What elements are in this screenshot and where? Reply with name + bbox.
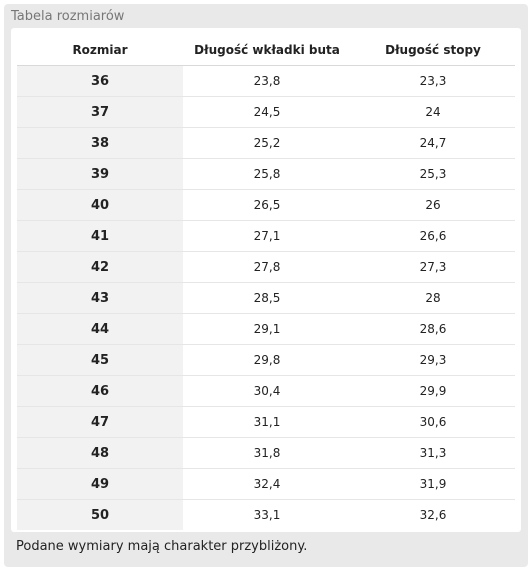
cell-foot-length: 29,9 <box>351 376 515 407</box>
table-row <box>17 97 515 128</box>
cell-foot-length: 29,3 <box>351 345 515 376</box>
cell-size: 38 <box>17 128 183 159</box>
cell-insole-length: 26,5 <box>183 190 351 221</box>
cell-size: 37 <box>17 97 183 128</box>
size-table <box>17 34 515 530</box>
cell-foot-length: 26 <box>351 190 515 221</box>
table-row <box>17 345 515 376</box>
cell-foot-length: 28,6 <box>351 314 515 345</box>
table-row <box>17 283 515 314</box>
cell-foot-length: 25,3 <box>351 159 515 190</box>
header-insole-length: Długość wkładki buta <box>183 34 351 66</box>
cell-insole-length: 30,4 <box>183 376 351 407</box>
size-chart-panel <box>4 4 528 567</box>
cell-size: 41 <box>17 221 183 252</box>
footnote: Podane wymiary mają charakter przybliżony. <box>16 539 308 554</box>
cell-insole-length: 24,5 <box>183 97 351 128</box>
cell-insole-length: 25,2 <box>183 128 351 159</box>
cell-foot-length: 26,6 <box>351 221 515 252</box>
table-row <box>17 407 515 438</box>
cell-foot-length: 31,3 <box>351 438 515 469</box>
cell-insole-length: 25,8 <box>183 159 351 190</box>
cell-size: 50 <box>17 500 183 531</box>
cell-foot-length: 24 <box>351 97 515 128</box>
table-row <box>17 190 515 221</box>
cell-size: 40 <box>17 190 183 221</box>
cell-foot-length: 32,6 <box>419 508 447 522</box>
table-row <box>17 314 515 345</box>
table-row <box>17 500 515 531</box>
table-row <box>17 221 515 252</box>
panel-title: Tabela rozmiarów <box>11 9 125 24</box>
cell-size: 47 <box>17 407 183 438</box>
cell-insole-length: 28,5 <box>183 283 351 314</box>
table-row <box>17 376 515 407</box>
table-row <box>17 66 515 97</box>
cell-size: 46 <box>17 376 183 407</box>
cell-insole-length: 32,4 <box>183 469 351 500</box>
cell-size: 48 <box>17 438 183 469</box>
cell-insole-length: 31,8 <box>183 438 351 469</box>
header-foot-length: Długość stopy <box>351 34 515 66</box>
table-row <box>17 252 515 283</box>
table-row <box>17 438 515 469</box>
cell-size: 43 <box>17 283 183 314</box>
cell-foot-length: 30,6 <box>351 407 515 438</box>
cell-insole-length: 33,1 <box>253 508 281 522</box>
cell-size: 45 <box>17 345 183 376</box>
size-table-container <box>11 28 521 532</box>
table-body <box>17 66 515 531</box>
cell-foot-length: 23,3 <box>351 66 515 97</box>
cell-size: 49 <box>17 469 183 500</box>
table-row <box>17 128 515 159</box>
table-row <box>17 159 515 190</box>
cell-insole-length: 27,1 <box>183 221 351 252</box>
cell-foot-length: 24,7 <box>351 128 515 159</box>
cell-foot-length: 28 <box>351 283 515 314</box>
cell-size: 39 <box>17 159 183 190</box>
cell-insole-length: 29,8 <box>183 345 351 376</box>
cell-size: 36 <box>17 66 183 97</box>
cell-size: 42 <box>17 252 183 283</box>
cell-insole-length: 27,8 <box>183 252 351 283</box>
cell-insole-length: 23,8 <box>183 66 351 97</box>
header-size: Rozmiar <box>17 34 183 66</box>
cell-size: 44 <box>17 314 183 345</box>
table-header-row <box>17 34 515 66</box>
cell-foot-length: 31,9 <box>351 469 515 500</box>
cell-insole-length: 29,1 <box>183 314 351 345</box>
cell-foot-length: 27,3 <box>351 252 515 283</box>
table-row <box>17 469 515 500</box>
cell-insole-length: 31,1 <box>183 407 351 438</box>
